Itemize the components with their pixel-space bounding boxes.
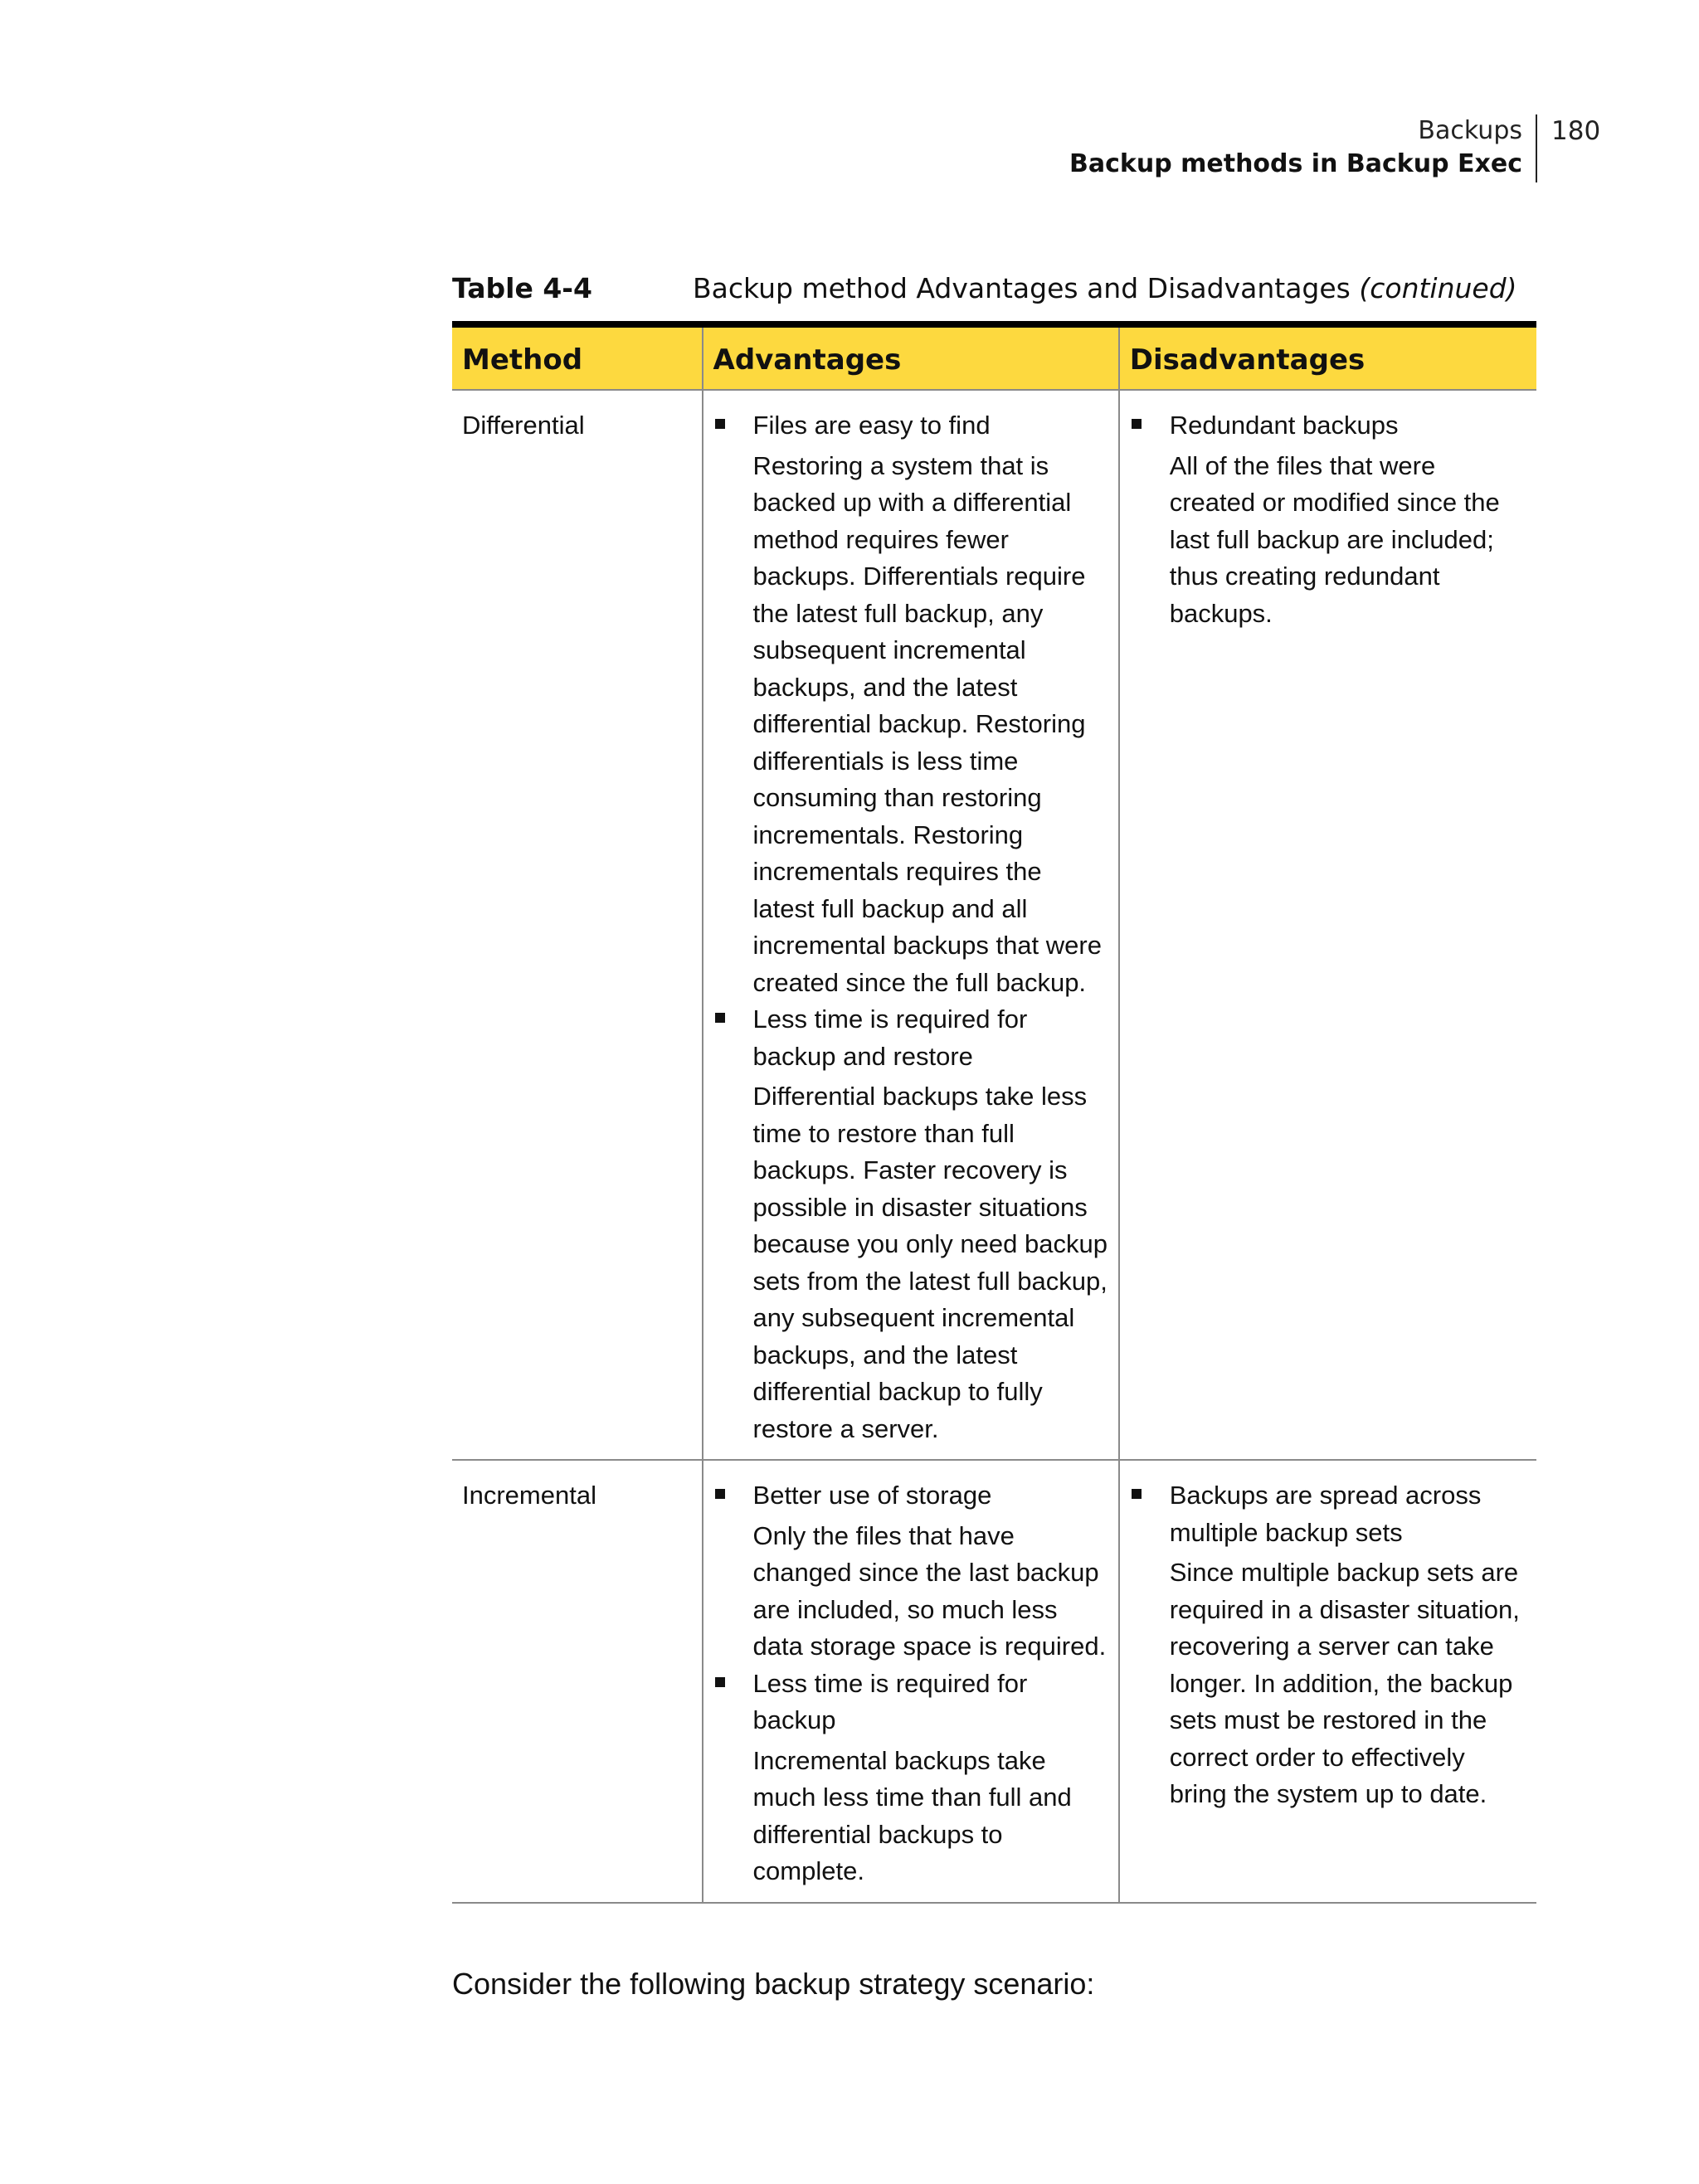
bullet-square-icon <box>1132 1489 1142 1499</box>
bullet-description: Incremental backups take much less time than full and differential backups to complete. <box>752 1745 1072 1885</box>
list-item <box>713 407 1108 1001</box>
list-item <box>713 1666 1108 1890</box>
table-number: Table 4-4 <box>452 272 592 304</box>
column-header-advantages: Advantages <box>703 324 1119 390</box>
disadvantages-cell <box>1119 1460 1536 1903</box>
list-item <box>713 1477 1108 1666</box>
table-caption <box>452 270 1535 308</box>
bullet-heading: Less time is required for backup <box>752 1668 1028 1734</box>
bullet-description: Restoring a system that is backed up with a differential method requires fewer backups. Differentials require the latest full backup, any subsequent incremental backups, and the latest differential backup. Restoring differentials is less time consuming than restoring incrementals. Restoring incrementals requires the latest full backup and all incremental backups that were created since the full backup. <box>752 450 1102 997</box>
body-paragraph: Consider the following backup strategy scenario: <box>452 1967 1095 2001</box>
page-number: 180 <box>1551 116 1601 146</box>
bullet-description: All of the files that were created or modified since the last full backup are included; thus creating redundant backups. <box>1169 450 1500 628</box>
method-cell: Differential <box>452 390 703 1460</box>
bullet-heading: Less time is required for backup and restore <box>752 1004 1028 1071</box>
table-header-row <box>452 324 1536 390</box>
list-item <box>1130 407 1526 632</box>
table-row <box>452 1460 1536 1903</box>
bullet-heading: Backups are spread across multiple backup sets <box>1169 1481 1482 1547</box>
backup-methods-table <box>452 321 1536 1904</box>
advantages-cell <box>703 1460 1119 1903</box>
running-header <box>1069 114 1537 182</box>
bullet-description: Differential backups take less time to restore than full backups. Faster recovery is possible in disaster situations because you only need backup sets from the latest full backup, any subsequent incremental backups, and the latest differential backup to fully restore a server. <box>752 1082 1108 1443</box>
bullet-square-icon <box>1132 419 1142 429</box>
header-section-title: Backups <box>1418 116 1522 145</box>
table-title: Backup method Advantages and Disadvantages <box>693 272 1351 304</box>
list-item <box>713 1001 1108 1447</box>
column-header-method: Method <box>452 324 703 390</box>
advantages-list <box>713 1477 1108 1890</box>
bullet-heading: Redundant backups <box>1169 411 1399 440</box>
column-header-disadvantages: Disadvantages <box>1119 324 1536 390</box>
disadvantages-cell <box>1119 390 1536 1460</box>
bullet-square-icon <box>715 1489 725 1499</box>
bullet-heading: Files are easy to find <box>752 411 991 440</box>
disadvantages-list <box>1130 1477 1526 1813</box>
advantages-cell <box>703 390 1119 1460</box>
header-chapter-title: Backup methods in Backup Exec <box>1069 149 1522 178</box>
list-item <box>1130 1477 1526 1813</box>
table-row <box>452 390 1536 1460</box>
bullet-description: Only the files that have changed since the last backup are included, so much less data storage space is required. <box>752 1520 1107 1661</box>
bullet-square-icon <box>715 1677 725 1687</box>
table-continued-note: (continued) <box>1359 272 1517 304</box>
advantages-list <box>713 407 1108 1447</box>
disadvantages-list <box>1130 407 1526 632</box>
method-cell: Incremental <box>452 1460 703 1903</box>
bullet-heading: Better use of storage <box>752 1481 992 1510</box>
bullet-description: Since multiple backup sets are required in a disaster situation, recovering a server can take longer. In addition, the backup sets must be restored in the correct order to effectively bring the system up to date. <box>1169 1558 1520 1808</box>
bullet-square-icon <box>715 1013 725 1023</box>
bullet-square-icon <box>715 419 725 429</box>
